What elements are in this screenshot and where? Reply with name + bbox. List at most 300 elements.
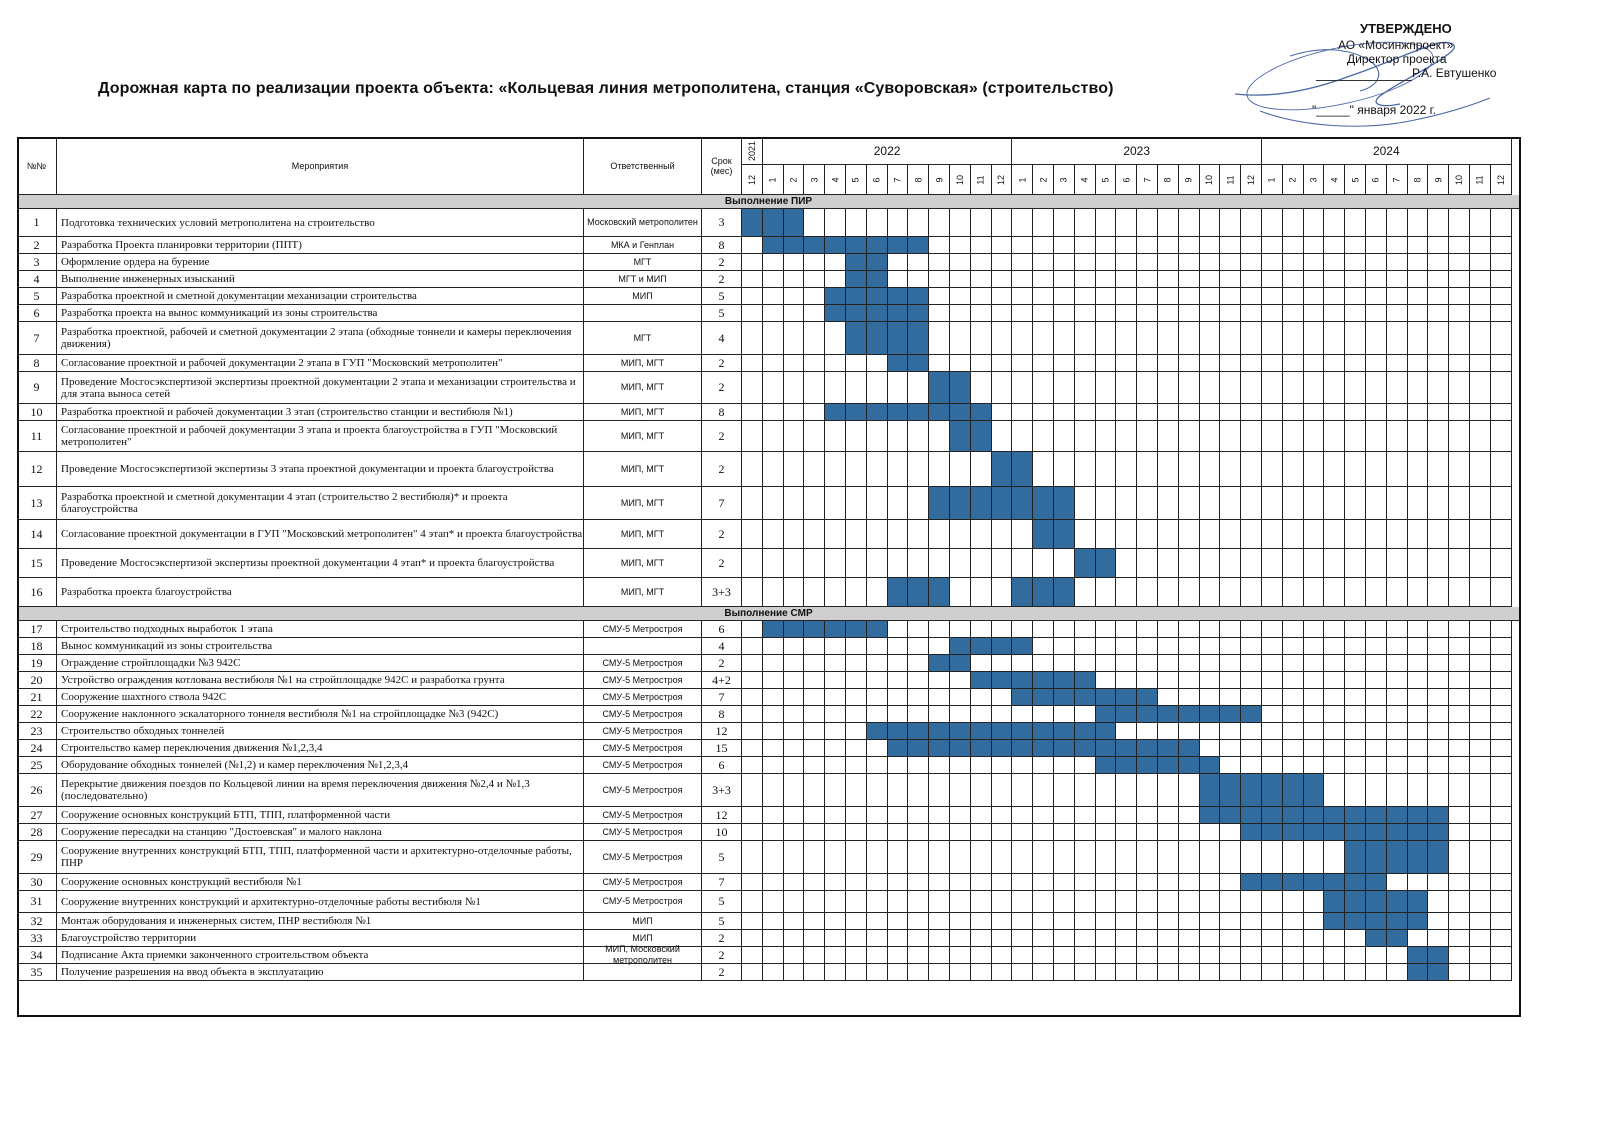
gantt-bar-cell [1408,841,1429,874]
gantt-cell [1012,305,1033,322]
header-month [1096,165,1117,195]
gantt-cell [846,578,867,607]
gantt-cell [804,638,825,655]
gantt-bar-cell [1075,689,1096,706]
gantt-cell [1449,271,1470,288]
gantt-cell [1387,254,1408,271]
header-month [1366,165,1387,195]
gantt-cell [846,891,867,913]
gantt-cell [1116,913,1137,930]
gantt-cell [1033,930,1054,947]
gantt-cell [1137,305,1158,322]
gantt-cell [992,757,1013,774]
gantt-cell [804,578,825,607]
gantt-cell [1158,578,1179,607]
gantt-bar-cell [867,305,888,322]
gantt-cell [1324,621,1345,638]
gantt-cell [1200,355,1221,372]
gantt-cell [888,372,909,404]
gantt-cell [1345,964,1366,981]
gantt-cell [950,841,971,874]
gantt-cell [1158,452,1179,487]
gantt-bar-cell [950,404,971,421]
gantt-cell [1283,549,1304,578]
gantt-cell [1304,404,1325,421]
gantt-cell [1366,578,1387,607]
responsible-cell: Московский метрополитен [584,209,702,237]
gantt-bar-cell [888,404,909,421]
gantt-cell [992,655,1013,672]
row-number: 22 [17,706,57,723]
gantt-cell [1345,706,1366,723]
responsible-cell: СМУ-5 Метростроя [584,774,702,807]
gantt-cell [1116,807,1137,824]
gantt-cell [1366,487,1387,520]
header-month-label: 9 [1433,176,1444,183]
header-month [1220,165,1241,195]
gantt-cell [825,706,846,723]
gantt-cell [1075,874,1096,891]
gantt-cell [742,271,763,288]
gantt-cell [950,322,971,355]
activity-cell: Подписание Акта приемки законченного строительством объекта [57,947,584,964]
gantt-cell [1158,638,1179,655]
gantt-cell [1075,254,1096,271]
gantt-cell [1428,372,1449,404]
responsible-cell: МИП, МГТ [584,421,702,452]
gantt-cell [1075,655,1096,672]
gantt-cell [1158,305,1179,322]
gantt-cell [1033,841,1054,874]
gantt-bar-cell [888,578,909,607]
gantt-cell [1470,404,1491,421]
gantt-cell [825,322,846,355]
gantt-cell [1324,520,1345,549]
gantt-cell [1283,372,1304,404]
duration-cell: 2 [702,930,742,947]
gantt-cell [1428,757,1449,774]
header-month [1324,165,1345,195]
gantt-cell [1283,404,1304,421]
gantt-cell [1345,209,1366,237]
gantt-cell [1387,621,1408,638]
gantt-cell [1283,271,1304,288]
gantt-cell [1158,621,1179,638]
gantt-cell [1449,404,1470,421]
gantt-cell [1387,672,1408,689]
gantt-cell [1200,841,1221,874]
gantt-cell [1491,689,1512,706]
gantt-cell [867,209,888,237]
gantt-cell [1283,452,1304,487]
gantt-cell [784,841,805,874]
gantt-cell [1033,964,1054,981]
gantt-cell [908,689,929,706]
gantt-cell [929,689,950,706]
gantt-cell [1137,824,1158,841]
gantt-bar-cell [908,740,929,757]
gantt-cell [763,723,784,740]
header-month-label: 10 [1454,174,1465,185]
header-month [1428,165,1449,195]
gantt-cell [1491,706,1512,723]
gantt-cell [1096,452,1117,487]
responsible-cell: СМУ-5 Метростроя [584,757,702,774]
signature-line [1316,80,1412,81]
gantt-cell [1012,655,1033,672]
gantt-bar-cell [825,305,846,322]
gantt-cell [971,355,992,372]
gantt-cell [1096,254,1117,271]
gantt-cell [1408,322,1429,355]
gantt-cell [1012,209,1033,237]
gantt-cell [1324,549,1345,578]
gantt-bar-cell [1012,740,1033,757]
gantt-cell [1075,774,1096,807]
gantt-cell [1366,322,1387,355]
gantt-cell [1491,655,1512,672]
gantt-cell [846,672,867,689]
gantt-cell [1345,288,1366,305]
gantt-cell [1491,757,1512,774]
gantt-cell [1200,209,1221,237]
gantt-bar-cell [950,740,971,757]
header-year: 2022 [763,137,1013,165]
gantt-cell [908,549,929,578]
gantt-cell [929,706,950,723]
row-number: 8 [17,355,57,372]
gantt-cell [1200,237,1221,254]
gantt-cell [992,947,1013,964]
gantt-cell [1220,404,1241,421]
gantt-cell [1200,638,1221,655]
gantt-cell [1220,874,1241,891]
gantt-cell [1387,355,1408,372]
activity-cell: Проведение Мосгосэкспертизой экспертизы проектной документации 4 этап* и проекта благоустройства [57,549,584,578]
gantt-cell [1200,723,1221,740]
gantt-cell [1304,638,1325,655]
gantt-cell [1491,209,1512,237]
gantt-cell [971,964,992,981]
gantt-cell [1491,549,1512,578]
gantt-cell [1428,621,1449,638]
gantt-cell [1075,421,1096,452]
gantt-cell [1116,672,1137,689]
gantt-bar-cell [1012,672,1033,689]
gantt-cell [1491,672,1512,689]
gantt-cell [784,891,805,913]
gantt-cell [1345,271,1366,288]
gantt-cell [825,372,846,404]
gantt-cell [992,964,1013,981]
gantt-cell [1449,305,1470,322]
gantt-cell [1324,930,1345,947]
gantt-cell [1116,452,1137,487]
gantt-cell [1345,372,1366,404]
gantt-cell [1241,841,1262,874]
gantt-cell [1012,237,1033,254]
gantt-cell [1491,947,1512,964]
gantt-bar-cell [1158,740,1179,757]
gantt-cell [1012,271,1033,288]
gantt-bar-cell [1283,774,1304,807]
row-number: 25 [17,757,57,774]
gantt-cell [1179,421,1200,452]
gantt-cell [784,947,805,964]
gantt-cell [908,824,929,841]
header-month-label: 11 [1474,174,1485,185]
gantt-cell [1096,288,1117,305]
gantt-cell [1096,841,1117,874]
header-month [784,165,805,195]
gantt-cell [1304,520,1325,549]
gantt-cell [1054,271,1075,288]
gantt-cell [804,774,825,807]
gantt-bar-cell [846,237,867,254]
gantt-cell [1220,891,1241,913]
gantt-cell [1470,621,1491,638]
gantt-cell [888,421,909,452]
gantt-bar-cell [1366,913,1387,930]
gantt-cell [929,271,950,288]
gantt-cell [1491,621,1512,638]
gantt-cell [1075,578,1096,607]
gantt-cell [1241,288,1262,305]
gantt-cell [950,672,971,689]
gantt-cell [1158,372,1179,404]
gantt-bar-cell [1304,774,1325,807]
activity-cell: Разработка проектной, рабочей и сметной документации 2 этапа (обходные тоннели и камеры переключения движения) [57,322,584,355]
gantt-cell [1137,237,1158,254]
gantt-cell [1428,740,1449,757]
gantt-cell [1408,723,1429,740]
gantt-cell [1449,520,1470,549]
gantt-cell [1012,621,1033,638]
gantt-cell [804,874,825,891]
gantt-bar-cell [888,288,909,305]
gantt-bar-cell [867,237,888,254]
gantt-cell [1179,305,1200,322]
gantt-cell [1012,807,1033,824]
gantt-cell [1179,874,1200,891]
gantt-cell [1366,757,1387,774]
duration-cell: 12 [702,807,742,824]
header-month [742,165,763,195]
gantt-cell [1345,549,1366,578]
gantt-bar-cell [1241,824,1262,841]
header-month [908,165,929,195]
gantt-cell [825,689,846,706]
gantt-cell [1491,355,1512,372]
gantt-bar-cell [763,621,784,638]
header-month-label: 11 [1225,174,1236,185]
gantt-cell [1345,740,1366,757]
gantt-cell [1116,271,1137,288]
gantt-cell [1366,689,1387,706]
gantt-bar-cell [1324,807,1345,824]
gantt-cell [908,841,929,874]
gantt-bar-cell [1387,891,1408,913]
gantt-cell [1470,824,1491,841]
gantt-bar-cell [846,404,867,421]
gantt-cell [784,706,805,723]
gantt-cell [1408,288,1429,305]
gantt-cell [1012,706,1033,723]
gantt-cell [1387,874,1408,891]
gantt-cell [1241,757,1262,774]
gantt-cell [1075,930,1096,947]
gantt-cell [1116,549,1137,578]
gantt-cell [1366,288,1387,305]
gantt-cell [1408,209,1429,237]
gantt-cell [1491,578,1512,607]
gantt-cell [1366,372,1387,404]
gantt-bar-cell [1075,672,1096,689]
activity-cell: Строительство обходных тоннелей [57,723,584,740]
gantt-cell [1241,689,1262,706]
gantt-cell [1116,404,1137,421]
gantt-cell [992,237,1013,254]
gantt-cell [1012,404,1033,421]
gantt-bar-cell [908,305,929,322]
row-number: 23 [17,723,57,740]
activity-cell: Разработка проектной и рабочей документации 3 этап (строительство станции и вестибюля №1) [57,404,584,421]
gantt-cell [1470,706,1491,723]
gantt-cell [1366,672,1387,689]
gantt-bar-cell [1408,913,1429,930]
gantt-bar-cell [971,421,992,452]
gantt-cell [804,209,825,237]
gantt-cell [1179,672,1200,689]
gantt-cell [1200,891,1221,913]
gantt-cell [1241,322,1262,355]
gantt-cell [929,757,950,774]
gantt-cell [1491,807,1512,824]
gantt-cell [971,930,992,947]
row-number: 1 [17,209,57,237]
gantt-cell [1179,655,1200,672]
gantt-cell [1408,421,1429,452]
header-responsible: Ответственный [584,137,702,195]
gantt-cell [1449,774,1470,807]
duration-cell: 7 [702,487,742,520]
gantt-cell [784,774,805,807]
row-number: 29 [17,841,57,874]
gantt-cell [1179,288,1200,305]
gantt-cell [1075,964,1096,981]
row-number: 15 [17,549,57,578]
gantt-cell [888,689,909,706]
gantt-cell [929,549,950,578]
gantt-bar-cell [1283,824,1304,841]
gantt-bar-cell [1345,874,1366,891]
gantt-cell [1241,930,1262,947]
gantt-cell [950,689,971,706]
gantt-cell [1491,930,1512,947]
gantt-cell [784,520,805,549]
gantt-cell [825,824,846,841]
gantt-cell [1241,621,1262,638]
gantt-cell [950,874,971,891]
gantt-cell [971,807,992,824]
gantt-cell [825,947,846,964]
header-month [1012,165,1033,195]
duration-cell: 5 [702,305,742,322]
section-header: Выполнение СМР [17,607,1521,621]
gantt-cell [1387,638,1408,655]
gantt-cell [1366,740,1387,757]
gantt-cell [1408,706,1429,723]
gantt-bar-cell [763,209,784,237]
gantt-cell [1054,891,1075,913]
responsible-cell: МИП [584,930,702,947]
gantt-cell [1408,578,1429,607]
gantt-cell [1033,305,1054,322]
gantt-cell [1012,913,1033,930]
gantt-cell [1200,947,1221,964]
gantt-cell [1262,271,1283,288]
gantt-cell [1033,421,1054,452]
gantt-cell [1033,947,1054,964]
gantt-cell [1366,638,1387,655]
gantt-bar-cell [1012,452,1033,487]
gantt-cell [888,549,909,578]
responsible-cell: МИП, МГТ [584,549,702,578]
activity-cell: Строительство подходных выработок 1 этапа [57,621,584,638]
gantt-cell [1179,841,1200,874]
activity-cell: Оборудование обходных тоннелей (№1,2) и камер переключения №1,2,3,4 [57,757,584,774]
gantt-cell [1179,271,1200,288]
duration-cell: 10 [702,824,742,841]
gantt-bar-cell [1241,774,1262,807]
gantt-cell [971,757,992,774]
gantt-cell [1116,355,1137,372]
gantt-cell [1408,237,1429,254]
gantt-bar-cell [1366,807,1387,824]
gantt-bar-cell [888,237,909,254]
gantt-cell [1220,322,1241,355]
gantt-bar-cell [1137,757,1158,774]
gantt-cell [1449,891,1470,913]
activity-cell: Сооружение основных конструкций БТП, ТПП, платформенной части [57,807,584,824]
gantt-cell [971,841,992,874]
gantt-cell [1283,487,1304,520]
gantt-cell [929,891,950,913]
gantt-cell [846,723,867,740]
gantt-cell [763,288,784,305]
gantt-cell [1096,621,1117,638]
gantt-cell [1054,372,1075,404]
gantt-cell [1491,964,1512,981]
header-year: 2023 [1012,137,1262,165]
gantt-cell [992,807,1013,824]
gantt-cell [763,891,784,913]
activity-cell: Разработка проекта благоустройства [57,578,584,607]
gantt-cell [846,421,867,452]
gantt-cell [1345,723,1366,740]
gantt-cell [1428,288,1449,305]
gantt-cell [804,254,825,271]
gantt-cell [1054,757,1075,774]
gantt-cell [1033,209,1054,237]
gantt-cell [1075,355,1096,372]
gantt-bar-cell [971,740,992,757]
header-month-label: 9 [1183,176,1194,183]
gantt-cell [1324,404,1345,421]
gantt-bar-cell [1096,689,1117,706]
gantt-cell [1283,964,1304,981]
gantt-cell [825,891,846,913]
